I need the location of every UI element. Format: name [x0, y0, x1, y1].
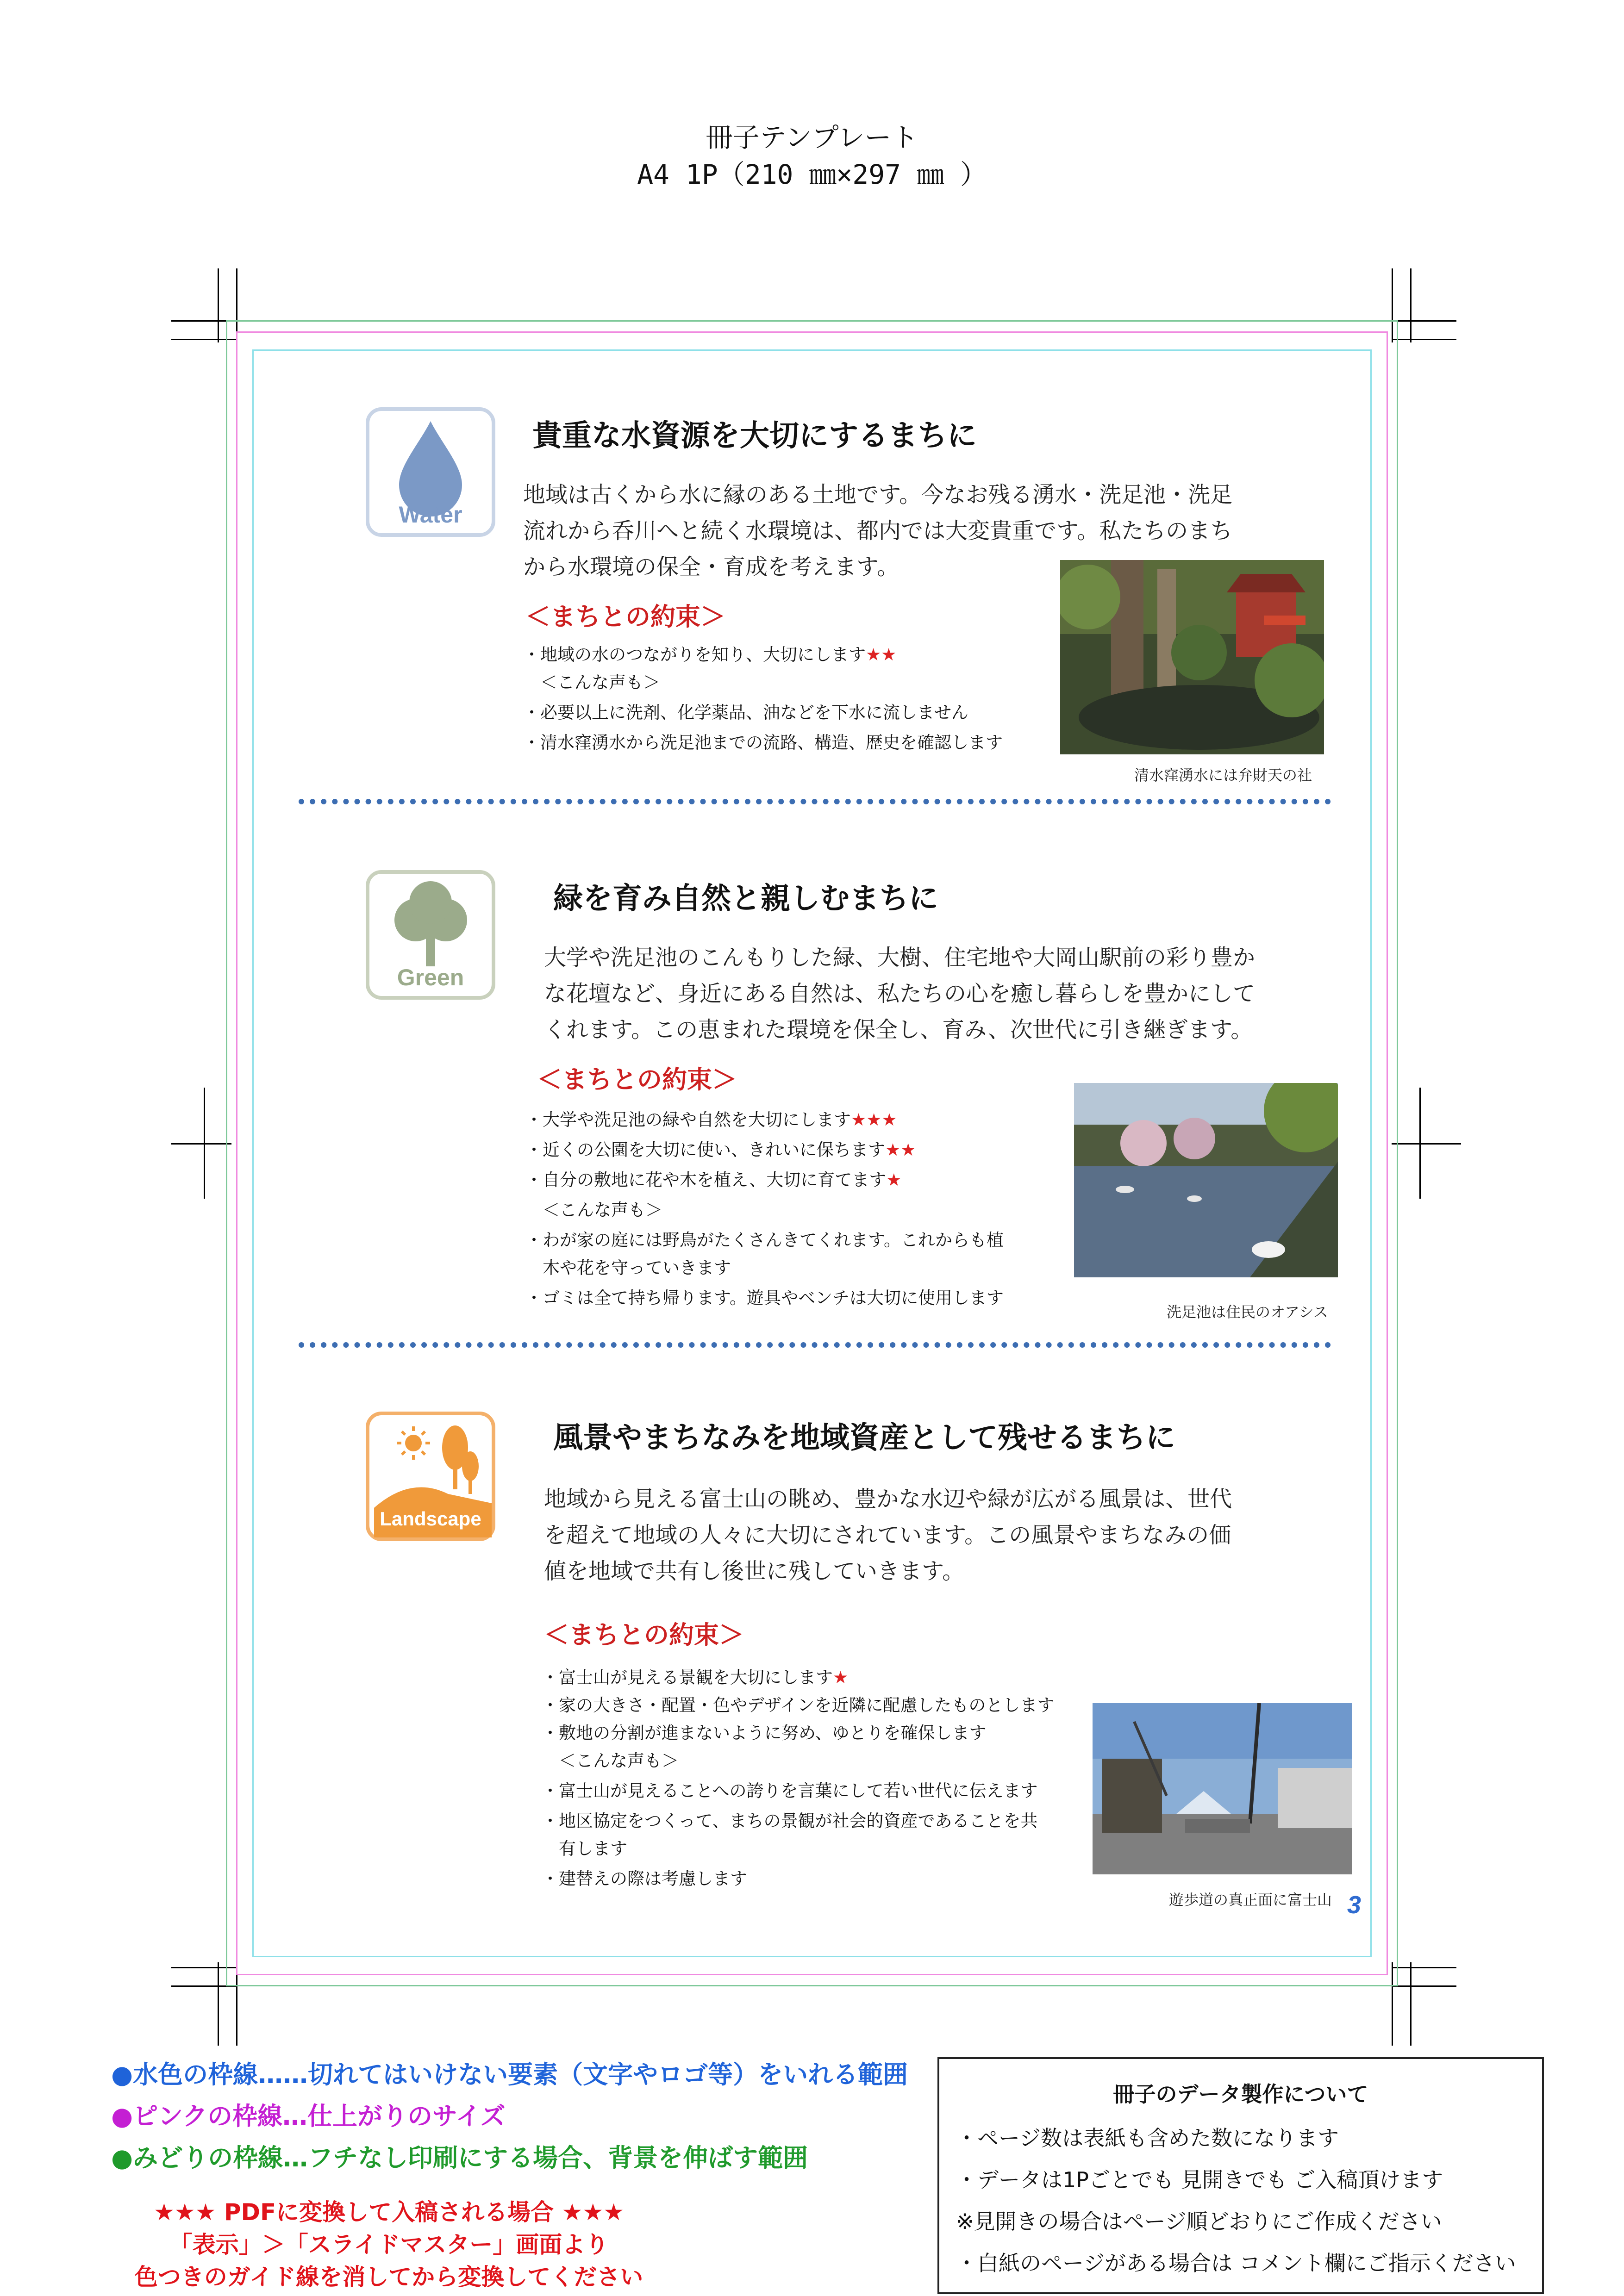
- photo-mount-fuji-view: [1093, 1703, 1352, 1874]
- guide-note-magenta: ●ピンクの枠線…仕上がりのサイズ: [111, 2102, 506, 2131]
- photo-shrine-pond: [1060, 560, 1324, 754]
- list-item: ・わが家の庭には野鳥がたくさんきてくれます。これからも植: [525, 1230, 1004, 1250]
- icon-label-green: Green: [397, 964, 464, 990]
- photo-caption-green: 洗足池は住民のオアシス: [1167, 1303, 1328, 1321]
- section-body-green: 大学や洗足池のこんもりした緑、大樹、住宅地や大岡山駅前の彩り豊か な花壇など、身近にある自然は、私たちの心を癒し暮らしを豊かにして くれます。この恵まれた環境を保全し、育み、次世代に引き継ぎます。: [544, 945, 1255, 1043]
- guide-note-green: ●みどりの枠線…フチなし印刷にする場合、背景を伸ばす範囲: [111, 2143, 808, 2172]
- list-item: ・地区協定をつくって、まちの景観が社会的資産であることを共: [542, 1811, 1038, 1831]
- list-item: ＜こんな声も＞: [542, 1751, 679, 1771]
- section-title-green: 緑を育み自然と親しむまちに: [553, 882, 938, 916]
- photo-senzoku-pond: [1074, 1083, 1338, 1277]
- promise-heading-water: ＜まちとの約束＞: [525, 602, 725, 631]
- section-title-water: 貴重な水資源を大切にするまちに: [532, 419, 977, 453]
- section-divider: [299, 799, 1331, 804]
- list-item: ・必要以上に洗剤、化学薬品、油などを下水に流しません: [523, 703, 968, 722]
- green-icon-badge: [366, 870, 495, 1000]
- info-line: ※見開きの場合はページ順どおりにご作成ください: [956, 2209, 1442, 2234]
- list-item: ・富士山が見える景観を大切にします★: [542, 1668, 849, 1687]
- list-item: ・近くの公園を大切に使い、きれいに保ちます★★: [525, 1140, 916, 1160]
- info-line: ・ページ数は表紙も含めた数になります: [956, 2126, 1339, 2151]
- template-title: 冊子テンプレート: [706, 122, 918, 153]
- pdf-note-line: 色つきのガイド線を消してから変換してください: [134, 2264, 643, 2290]
- list-item: ・敷地の分割が進まないように努め、ゆとりを確保します: [542, 1723, 987, 1743]
- list-item: ・地域の水のつながりを知り、大切にします★★: [523, 645, 897, 665]
- info-line: ・データは1Pごとでも 見開きでも ご入稿頂けます: [956, 2167, 1443, 2192]
- list-item: ・自分の敷地に花や木を植え、大切に育てます★: [525, 1170, 902, 1190]
- photo-caption-water: 清水窪湧水には弁財天の社: [1134, 766, 1312, 784]
- data-production-info-box: [937, 2057, 1544, 2294]
- pdf-note-line: 「表示」＞「スライドマスター」画面より: [169, 2231, 609, 2258]
- promise-heading-green: ＜まちとの約束＞: [537, 1065, 737, 1094]
- list-item: ・家の大きさ・配置・色やデザインを近隣に配慮したものとします: [542, 1695, 1055, 1715]
- pdf-note-heading: ★★★ PDFに変換して入稿される場合 ★★★: [153, 2199, 625, 2226]
- section-title-landscape: 風景やまちなみを地域資産として残せるまちに: [553, 1421, 1175, 1455]
- section-body-landscape: 地域から見える富士山の眺め、豊かな水辺や緑が広がる風景は、世代 を超えて地域の人々に大切にされています。この風景やまちなみの価 値を地域で共有し後世に残していきます。: [544, 1486, 1232, 1584]
- page-number: 3: [1347, 1891, 1362, 1919]
- list-item: ＜こんな声も＞: [523, 672, 660, 692]
- info-box-title: 冊子のデータ製作について: [1113, 2082, 1368, 2107]
- photo-caption-landscape: 遊歩道の真正面に富士山: [1169, 1891, 1332, 1909]
- list-item: ・建替えの際は考慮します: [542, 1869, 747, 1889]
- list-item: 木や花を守っていきます: [525, 1258, 731, 1278]
- list-item: ＜こんな声も＞: [525, 1200, 662, 1220]
- section-body-water: 地域は古くから水に縁のある土地です。今なお残る湧水・洗足池・洗足 流れから呑川へと続く水環境は、都内では大変貴重です。私たちのまち から水環境の保全・育成を考えます。: [523, 482, 1233, 580]
- list-item: ・富士山が見えることへの誇りを言葉にして若い世代に伝えます: [542, 1781, 1038, 1801]
- landscape-icon-badge: [366, 1412, 495, 1541]
- guide-note-cyan: ●水色の枠線……切れてはいけない要素（文字やロゴ等）をいれる範囲: [111, 2060, 908, 2089]
- icon-label-water: Water: [399, 502, 462, 528]
- template-size: A4 1P（210 ㎜×297 ㎜ ）: [637, 159, 987, 190]
- list-item: ・ゴミは全て持ち帰ります。遊具やベンチは大切に使用します: [525, 1288, 1004, 1308]
- icon-label-landscape: Landscape: [380, 1508, 481, 1530]
- water-icon-badge: [366, 407, 495, 537]
- promise-heading-landscape: ＜まちとの約束＞: [544, 1620, 744, 1649]
- info-line: ・白紙のページがある場合は コメント欄にご指示ください: [956, 2251, 1516, 2276]
- list-item: ・清水窪湧水から洗足池までの流路、構造、歴史を確認します: [523, 733, 1003, 753]
- section-divider: [299, 1342, 1331, 1348]
- list-item: 有します: [542, 1839, 627, 1859]
- list-item: ・大学や洗足池の緑や自然を大切にします★★★: [525, 1110, 897, 1130]
